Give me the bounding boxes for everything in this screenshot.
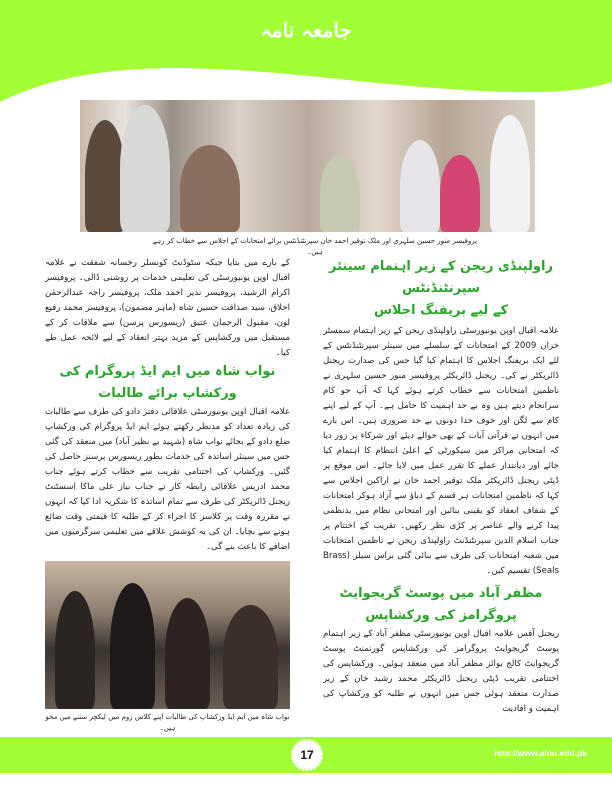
article-heading-muzaffarabad: مظفر آباد میں پوسٹ گریجوایٹ پروگرامز کی ورکشاپس bbox=[339, 586, 543, 623]
website-link[interactable]: http://www.aiou.edu.pk bbox=[494, 748, 587, 758]
article-continued-text: کے بارے میں بتایا جبکہ سٹوڈنٹ کونسلر رخسانہ شفقت نے علامہ اقبال اوپن یونیورسٹی کی تعلیمی خدمات پر روشنی ڈالی۔ پروفیسر اکرام الرشید، پروفیسر نذیر احمد ملک، پروفیسر راجہ عبدالرحمٰن اخلاق، سید صداقت حسین شاہ (ماہر مضمون)، پروفیسر محمد رفیع لون، مقبول الرحمان عتیق (ریسورس پرسن) سے ملاقات کر کے مستقبل میں ورکشاپس کے مزید بہتر انعقاد کے لیے لائحہ عمل طے کیا۔ bbox=[45, 258, 290, 358]
students-classroom-photo bbox=[45, 561, 290, 709]
right-column bbox=[323, 256, 559, 734]
heading-line: کے لیے بریفنگ اجلاس bbox=[373, 303, 509, 318]
heading-line: راولپنڈی ریجن کے زیر اہتمام سینئر سپرنٹنڈنٹس bbox=[329, 259, 553, 296]
masthead-title: جامعہ نامہ bbox=[260, 18, 352, 42]
article-heading-nawabshah: نواب شاہ میں ایم ایڈ پروگرام کی ورکشاپ برائے طالبات bbox=[59, 364, 276, 401]
article-body-muzaffarabad: ریجنل آفس علامہ اقبال اوپن یونیورسٹی مظفر آباد کے زیر اہتمام پوسٹ گریجوایٹ پروگرامز کی ورکشاپس گورنمنٹ پوسٹ گریجوایٹ کالج بوائز مظفر آباد میں منعقد ہوئیں۔ ورکشاپس کی اختتامی تقریب ڈپٹی ریجنل ڈائریکٹر محمد رشید خان کے زیر صدارت منعقد ہوئی جس میں انہوں نے طلبہ کو ورکشاپ کی اہمیت و افادیت bbox=[323, 629, 559, 714]
page-number: 17 bbox=[291, 739, 323, 771]
officials-group-photo bbox=[80, 100, 535, 232]
top-photo-caption: پروفیسر منور حسین سلہری اور ملک توقیر احمد خان سپرنٹنڈنٹس برائے امتحانات کے اجلاس سے خطاب کر رہے ہیں۔ bbox=[152, 237, 478, 256]
green-wave-banner bbox=[0, 0, 612, 110]
article-heading-rawalpindi bbox=[323, 256, 559, 322]
article-body-rawalpindi: علامہ اقبال اوپن یونیورسٹی راولپنڈی ریجن کے زیر اہتمام سمسٹر خزاں 2009 کے امتحانات کے سلسلے میں سینئر سپرنٹنڈنٹس کے لئے ایک بریفنگ اجلاس کا اہتمام کیا گیا جس کی صدارت ریجنل ڈائریکٹر نے کی۔ ریجنل ڈائریکٹر پروفیسر منور حسین سلہری نے ناظمین امتحانات سے خطاب کرتے ہوئے کہا کہ آپ جو کام سرانجام دیتے ہیں وہ بے حد اہمیت کا حامل ہے۔ آپ کے لیے اپنے کام سے لگن اور خوف خدا دونوں بے حد ضروری ہیں۔ اس بارے میں انہوں نے قرآنی آیات کے بھی حوالے دیئے اور شرکاء پر زور دیا کہ امتحانی مراکز میں سیکورٹی کے اعلیٰ انتظام کا اہتمام کیا جائے اور دیانتدار عملے کا تقرر عمل میں لایا جائے۔ اس موقع پر ڈپٹی ریجنل ڈائریکٹر ملک توقیر احمد خان نے اراکین اجلاس سے کہا کہ ناظمین امتحانات ہر قسم کے دباؤ سے آزاد ہوکر امتحانات کے شفاف انعقاد کو یقینی بنائیں اور امتحانی نظام میں بدنظمی پیدا کرنے والے عناصر پر کڑی نظر رکھیں۔ تقریب کے اختتام پر جناب اسلام الدین سپرنٹنڈنٹ راولپنڈی ریجن نے ناظمین امتحانات میں شعبہ امتحانات کی طرف سے بنائی گئی براس سیلز (Brass Seals) تقسیم کیں۔ bbox=[323, 326, 559, 576]
masthead-banner bbox=[0, 0, 612, 110]
article-body-nawabshah: علامہ اقبال اوپن یونیورسٹی علاقائی دفتر دادو کی طرف سے طالبات کی زیادہ تعداد کو مدنظر رکھتے ہوئے ایم ایڈ پروگرام کی ورکشاپ ضلع دادو کے بجائے نواب شاہ (شہید بے نظیر آباد) میں منعقد کی گئی جس میں سینئر اساتذہ کی خدمات بطور ریسورس پرسنز حاصل کی گئیں۔ ورکشاپ کی اختتامی تقریب سے خطاب کرتے ہوئے جناب محمد ادریس علاقائی رابطہ کار تے جناب نیاز علی ماکا اسسٹنٹ ریجنل ڈائریکٹر کی طرف سے تمام اساتذہ کا شکریہ ادا کیا کہ انہوں نے مقررہ وقت پر کلاسز کا اجراء کر کے طلبہ کا قیمتی وقت ضائع ہونے سے بچایا۔ ان کی یہ کوشش علاقے میں تعلیمی سرگرمیوں میں اضافے کا باعث بنے گی۔ bbox=[45, 407, 290, 552]
left-column bbox=[45, 256, 290, 734]
bottom-photo-caption: نواب شاہ میں ایم ایڈ ورکشاپ کی طالبات اپنے کلاس روم میں لیکچر سننے میں محو ہیں۔ bbox=[45, 713, 290, 732]
